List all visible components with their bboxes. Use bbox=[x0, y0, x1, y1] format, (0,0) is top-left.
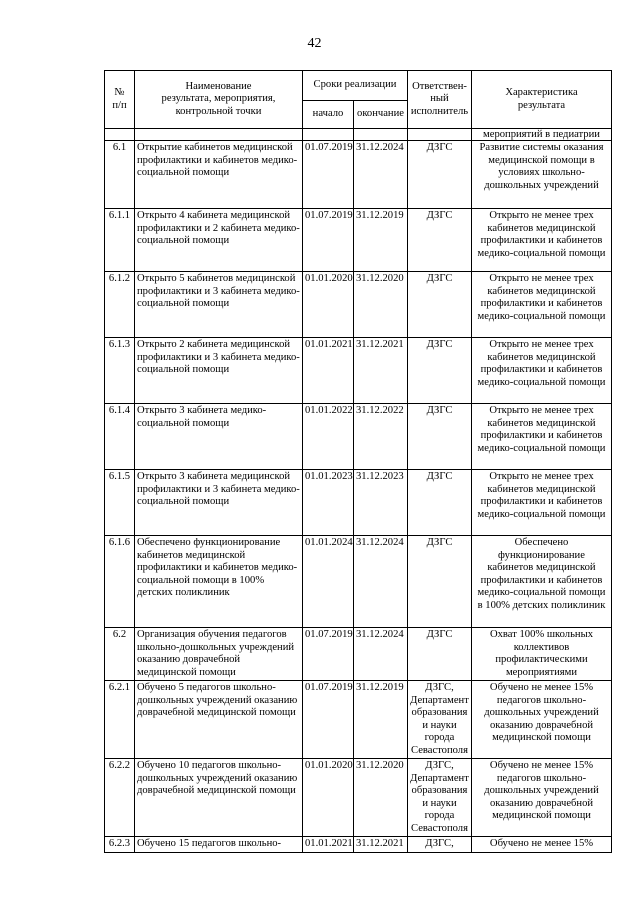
header-num: № п/п bbox=[105, 71, 135, 129]
row-name: Открыто 3 кабинета медицинской профилактики и 3 кабинета медико-социальной помощи bbox=[135, 470, 303, 536]
table-row bbox=[105, 681, 612, 759]
row-num: 6.1.4 bbox=[105, 404, 135, 470]
table-row bbox=[105, 338, 612, 404]
row-start: 01.07.2019 bbox=[303, 628, 354, 681]
row-responsible: ДЗГС bbox=[408, 272, 472, 338]
row-num: 6.1.1 bbox=[105, 209, 135, 272]
row-end: 31.12.2021 bbox=[354, 837, 408, 853]
row-name: Открыто 4 кабинета медицинской профилактики и 2 кабинета медико-социальной помощи bbox=[135, 209, 303, 272]
row-responsible: ДЗГС bbox=[408, 141, 472, 209]
row-name: Открыто 3 кабинета медико-социальной помощи bbox=[135, 404, 303, 470]
row-result: Открыто не менее трех кабинетов медицинской профилактики и кабинетов медико-социальной помощи bbox=[472, 338, 612, 404]
row-start: 01.07.2019 bbox=[303, 209, 354, 272]
header-end: окончание bbox=[354, 101, 408, 129]
row-name: Открыто 5 кабинетов медицинской профилактики и 3 кабинета медико-социальной помощи bbox=[135, 272, 303, 338]
row-num: 6.2.2 bbox=[105, 759, 135, 837]
row-start: 01.07.2019 bbox=[303, 681, 354, 759]
page-number: 42 bbox=[307, 36, 322, 51]
row-responsible: ДЗГС bbox=[408, 338, 472, 404]
table-row bbox=[105, 628, 612, 681]
row-name: Обучено 5 педагогов школьно-дошкольных учреждений оказанию доврачебной медицинской помощи bbox=[135, 681, 303, 759]
row-responsible: ДЗГС, bbox=[408, 837, 472, 853]
row-num: 6.1.2 bbox=[105, 272, 135, 338]
row-result: Открыто не менее трех кабинетов медицинской профилактики и кабинетов медико-социальной помощи bbox=[472, 404, 612, 470]
row-num: 6.1 bbox=[105, 141, 135, 209]
row-start: 01.07.2019 bbox=[303, 141, 354, 209]
row-result: Открыто не менее трех кабинетов медицинской профилактики и кабинетов медико-социальной помощи bbox=[472, 470, 612, 536]
row-start: 01.01.2021 bbox=[303, 837, 354, 853]
row-name: Обучено 10 педагогов школьно-дошкольных учреждений оказанию доврачебной медицинской помощи bbox=[135, 759, 303, 837]
row-end: 31.12.2024 bbox=[354, 536, 408, 628]
table-row bbox=[105, 470, 612, 536]
row-result: Охват 100% школьных коллективов профилактическими мероприятиями bbox=[472, 628, 612, 681]
row-end: 31.12.2019 bbox=[354, 681, 408, 759]
plan-table bbox=[104, 70, 612, 853]
row-end: 31.12.2023 bbox=[354, 470, 408, 536]
row-start: 01.01.2023 bbox=[303, 470, 354, 536]
row-result: Обеспечено функционирование кабинетов медицинской профилактики и кабинетов медико-социальной помощи в 100% детских поликлиник bbox=[472, 536, 612, 628]
row-responsible: ДЗГС, Департамент образования и науки города Севастополя bbox=[408, 759, 472, 837]
row-end: 31.12.2024 bbox=[354, 141, 408, 209]
table-row bbox=[105, 272, 612, 338]
table-row bbox=[105, 209, 612, 272]
header-name: Наименование результата, мероприятия, контрольной точки bbox=[135, 71, 303, 129]
row-result: Открыто не менее трех кабинетов медицинской профилактики и кабинетов медико-социальной помощи bbox=[472, 272, 612, 338]
row-responsible: ДЗГС bbox=[408, 536, 472, 628]
table-row bbox=[105, 759, 612, 837]
row-num: 6.2.3 bbox=[105, 837, 135, 853]
row-end: 31.12.2021 bbox=[354, 338, 408, 404]
row-name: Организация обучения педагогов школьно-дошкольных учреждений оказанию доврачебной медицинской помощи bbox=[135, 628, 303, 681]
row-result: Обучено не менее 15% педагогов школьно-дошкольных учреждений оказанию доврачебной медицинской помощи bbox=[472, 681, 612, 759]
row-result: Открыто не менее трех кабинетов медицинской профилактики и кабинетов медико-социальной помощи bbox=[472, 209, 612, 272]
table-row bbox=[105, 536, 612, 628]
row-end: 31.12.2022 bbox=[354, 404, 408, 470]
row-end: 31.12.2020 bbox=[354, 272, 408, 338]
header-responsible: Ответствен- ный исполнитель bbox=[408, 71, 472, 129]
row-name: Обучено 15 педагогов школьно- bbox=[135, 837, 303, 853]
header-terms: Сроки реализации bbox=[303, 71, 408, 101]
table-row bbox=[105, 404, 612, 470]
row-num: 6.1.5 bbox=[105, 470, 135, 536]
row-responsible: ДЗГС, Департамент образования и науки города Севастополя bbox=[408, 681, 472, 759]
table-row bbox=[105, 837, 612, 853]
row-result: Развитие системы оказания медицинской помощи в условиях школьно-дошкольных учреждений bbox=[472, 141, 612, 209]
row-start: 01.01.2022 bbox=[303, 404, 354, 470]
row-name: Обеспечено функционирование кабинетов медицинской профилактики и кабинетов медико-социальной помощи в 100% детских поликлиник bbox=[135, 536, 303, 628]
row-num: 6.1.3 bbox=[105, 338, 135, 404]
row-end: 31.12.2019 bbox=[354, 209, 408, 272]
row-responsible: ДЗГС bbox=[408, 628, 472, 681]
row-responsible: ДЗГС bbox=[408, 404, 472, 470]
row-num: 6.1.6 bbox=[105, 536, 135, 628]
row-start: 01.01.2020 bbox=[303, 272, 354, 338]
row-start: 01.01.2021 bbox=[303, 338, 354, 404]
row-num: 6.2 bbox=[105, 628, 135, 681]
continuation-text: мероприятий в педиатрии bbox=[472, 129, 612, 141]
row-result: Обучено не менее 15% педагогов школьно-дошкольных учреждений оказанию доврачебной медицинской помощи bbox=[472, 759, 612, 837]
row-responsible: ДЗГС bbox=[408, 470, 472, 536]
row-end: 31.12.2024 bbox=[354, 628, 408, 681]
header-start: начало bbox=[303, 101, 354, 129]
row-num: 6.2.1 bbox=[105, 681, 135, 759]
row-start: 01.01.2024 bbox=[303, 536, 354, 628]
row-start: 01.01.2020 bbox=[303, 759, 354, 837]
row-name: Открытие кабинетов медицинской профилактики и кабинетов медико-социальной помощи bbox=[135, 141, 303, 209]
row-name: Открыто 2 кабинета медицинской профилактики и 3 кабинета медико-социальной помощи bbox=[135, 338, 303, 404]
row-end: 31.12.2020 bbox=[354, 759, 408, 837]
header-result: Характеристика результата bbox=[472, 71, 612, 129]
row-responsible: ДЗГС bbox=[408, 209, 472, 272]
row-result: Обучено не менее 15% bbox=[472, 837, 612, 853]
table-row bbox=[105, 141, 612, 209]
